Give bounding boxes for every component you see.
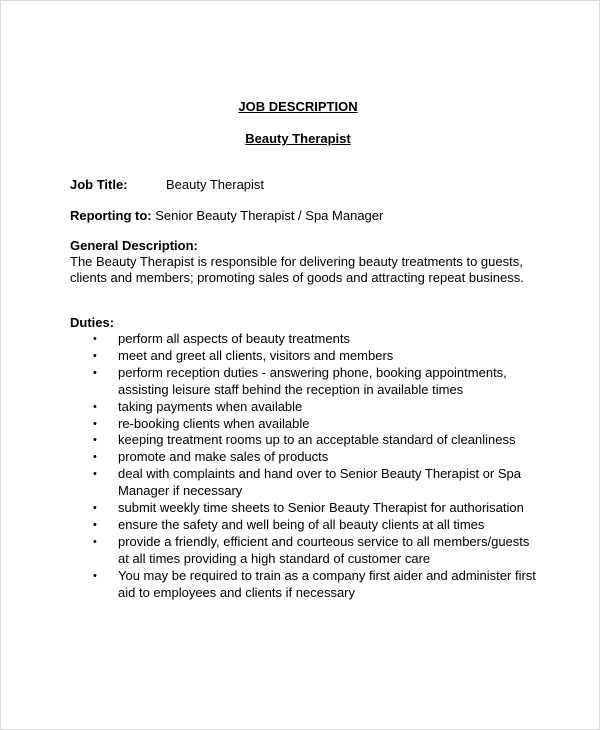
bullet-icon: • <box>93 451 97 464</box>
duty-item <box>1 568 600 602</box>
duty-item <box>1 500 600 517</box>
duties-title: Duties: <box>70 315 115 330</box>
duty-item-text: deal with complaints and hand over to Senior Beauty Therapist or Spa Manager if necessary <box>118 466 521 499</box>
bullet-icon: • <box>93 333 97 345</box>
duty-item-text: You may be required to train as a company first aider and administer first aid to employees and clients if necessary <box>118 567 536 600</box>
duty-item <box>1 432 600 449</box>
duty-item <box>1 348 600 365</box>
job-title-row <box>70 177 265 193</box>
reporting-to-label: Reporting to: <box>70 208 152 223</box>
job-title-value: Beauty Therapist <box>166 177 265 192</box>
bullet-icon: • <box>93 366 97 379</box>
document-subheading: Beauty Therapist <box>245 131 351 146</box>
bullet-icon: • <box>93 518 97 531</box>
bullet-icon: • <box>93 400 97 413</box>
general-description-section <box>70 238 530 286</box>
duty-item <box>1 466 600 500</box>
duty-item <box>1 399 600 416</box>
bullet-icon: • <box>93 349 97 362</box>
reporting-to-row <box>70 208 383 224</box>
reporting-to-value: Senior Beauty Therapist / Spa Manager <box>155 208 384 223</box>
bullet-icon: • <box>93 535 97 548</box>
duty-item-text: keeping treatment rooms up to an acceptable standard of cleanliness <box>118 432 516 448</box>
duty-item-text: perform reception duties - answering phone, booking appointments, assisting leisure staff behind the reception in available times <box>118 364 507 397</box>
job-title-label: Job Title: <box>70 177 128 192</box>
general-description-text: The Beauty Therapist is responsible for delivering beauty treatments to guests, clients and members; promoting sales of goods and attracting repeat business. <box>70 254 524 285</box>
document-heading: JOB DESCRIPTION <box>238 99 358 114</box>
duty-item-text: ensure the safety and well being of all beauty clients at all times <box>118 516 485 532</box>
duty-item-text: submit weekly time sheets to Senior Beauty Therapist for authorisation <box>118 500 524 516</box>
duty-item <box>1 449 600 466</box>
duty-item <box>1 331 600 348</box>
bullet-icon: • <box>93 417 97 430</box>
bullet-icon: • <box>93 569 97 582</box>
bullet-icon: • <box>93 434 97 447</box>
duty-item <box>1 534 600 568</box>
duty-item-text: meet and greet all clients, visitors and members <box>118 347 394 363</box>
duty-item-text: provide a friendly, efficient and courteous service to all members/guests at all times providing a high standard of customer care <box>118 533 530 566</box>
duty-item-text: perform all aspects of beauty treatments <box>118 331 350 346</box>
duty-item-text: re-booking clients when available <box>118 415 310 431</box>
bullet-icon: • <box>93 468 97 481</box>
duty-item <box>1 365 600 399</box>
duty-item-text: taking payments when available <box>118 398 303 414</box>
duty-item-text: promote and make sales of products <box>118 449 329 465</box>
general-description-title: General Description: <box>70 238 198 253</box>
duty-item <box>1 416 600 433</box>
duty-item <box>1 517 600 534</box>
bullet-icon: • <box>93 502 97 515</box>
duties-list <box>1 331 600 602</box>
